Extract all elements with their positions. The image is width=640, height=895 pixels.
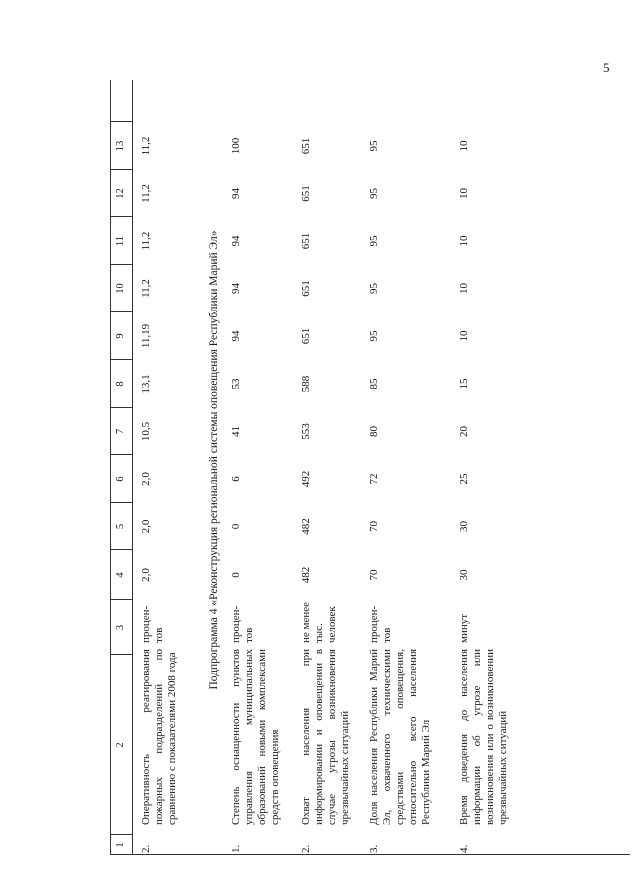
value-cell: 10	[458, 330, 470, 342]
value-cell: 10,5	[140, 421, 152, 442]
value-cell: 11,19	[140, 323, 152, 349]
column-header: 13	[115, 140, 126, 152]
indicator-name: Охват населения при информировании и оповещении в случае угрозы возникновения чрезвычайных ситуаций	[300, 649, 351, 825]
value-cell: 95	[368, 330, 380, 342]
column-header: 2	[115, 742, 126, 748]
indicator-name: Время доведения до населения информации об угрозе или возникновения или о возникновении чрезвычайных ситуаций	[458, 649, 509, 825]
indicator-name: Доля населения Республики Марий Эл, охваченного техническими средствами оповещения, относительно всего населения Республики Марий Эл	[368, 649, 432, 825]
rotated-page	[110, 80, 630, 855]
column-header: 1	[115, 842, 126, 848]
page-number: 5	[603, 60, 610, 75]
value-cell: 651	[300, 185, 312, 202]
column-header: 8	[115, 381, 126, 387]
indicator-table	[110, 80, 630, 855]
column-header: 12	[115, 188, 126, 199]
header-bottom-border	[132, 80, 133, 855]
unit: не менее тыс. человек	[300, 601, 338, 643]
value-cell: 2,0	[140, 568, 152, 582]
column-header: 7	[115, 428, 126, 435]
row-number: 3.	[368, 844, 380, 853]
value-cell: 94	[230, 330, 242, 342]
row-number: 1.	[230, 844, 242, 853]
value-cell: 482	[300, 518, 312, 535]
value-cell: 11,2	[140, 136, 152, 156]
value-cell: 70	[368, 569, 380, 581]
value-cell: 11,2	[140, 184, 152, 203]
value-cell: 0	[230, 572, 242, 578]
value-cell: 41	[230, 426, 242, 437]
value-cell: 11,2	[140, 231, 152, 251]
value-cell: 10	[458, 188, 470, 199]
value-cell: 10	[458, 283, 470, 294]
value-cell: 651	[300, 137, 312, 155]
value-cell: 20	[458, 426, 470, 437]
value-cell: 95	[368, 235, 380, 247]
value-cell: 492	[300, 470, 312, 488]
row-number: 2.	[300, 844, 312, 853]
value-cell: 30	[458, 569, 470, 581]
value-cell: 95	[368, 283, 380, 294]
indicator-name: Оперативность реагирования пожарных подразделений по сравнению с показателями 2008 года	[140, 649, 178, 825]
column-header: 11	[115, 235, 126, 247]
column-header: 9	[115, 333, 126, 339]
column-header: 10	[115, 283, 126, 294]
value-cell: 13,1	[140, 374, 152, 394]
column-header: 5	[115, 523, 126, 530]
column-header: 6	[115, 476, 126, 482]
value-cell: 15	[458, 378, 470, 390]
value-cell: 100	[230, 137, 242, 155]
value-cell: 53	[230, 378, 242, 390]
value-cell: 588	[300, 375, 312, 393]
value-cell: 80	[368, 426, 380, 437]
table-left-border	[110, 854, 630, 855]
value-cell: 2,0	[140, 519, 152, 534]
value-cell: 2,0	[140, 472, 152, 486]
indicator-name: Степень оснащенности пунктов управления муниципальных образований новыми комплексами средств оповещения	[230, 649, 281, 825]
value-cell: 94	[230, 235, 242, 247]
value-cell: 10	[458, 235, 470, 247]
value-cell: 10	[458, 140, 470, 152]
unit: процен-тов	[140, 605, 165, 643]
column-header: 4	[115, 572, 126, 578]
value-cell: 482	[300, 566, 312, 584]
value-cell: 25	[458, 473, 470, 485]
value-cell: 553	[300, 423, 312, 440]
subprogram-title: Подпрограмма 4 «Реконструкция региональной системы оповещения Республики Марий Эл»	[208, 230, 220, 690]
value-cell: 0	[230, 523, 242, 530]
row-number: 4.	[458, 844, 470, 853]
value-cell: 70	[368, 521, 380, 532]
value-cell: 11,2	[140, 279, 152, 298]
value-cell: 72	[368, 473, 380, 485]
unit: процен-тов	[230, 605, 255, 643]
value-cell: 651	[300, 327, 312, 345]
value-cell: 651	[300, 232, 312, 250]
row-number: 2.	[140, 844, 152, 853]
value-cell: 6	[230, 476, 242, 482]
value-cell: 95	[368, 188, 380, 199]
value-cell: 94	[230, 283, 242, 294]
value-cell: 94	[230, 188, 242, 199]
value-cell: 651	[300, 280, 312, 297]
value-cell: 30	[458, 521, 470, 532]
unit: процен-тов	[368, 605, 393, 643]
unit: минут	[458, 613, 470, 643]
value-cell: 85	[368, 378, 380, 390]
column-header: 3	[115, 624, 126, 631]
value-cell: 95	[368, 140, 380, 152]
